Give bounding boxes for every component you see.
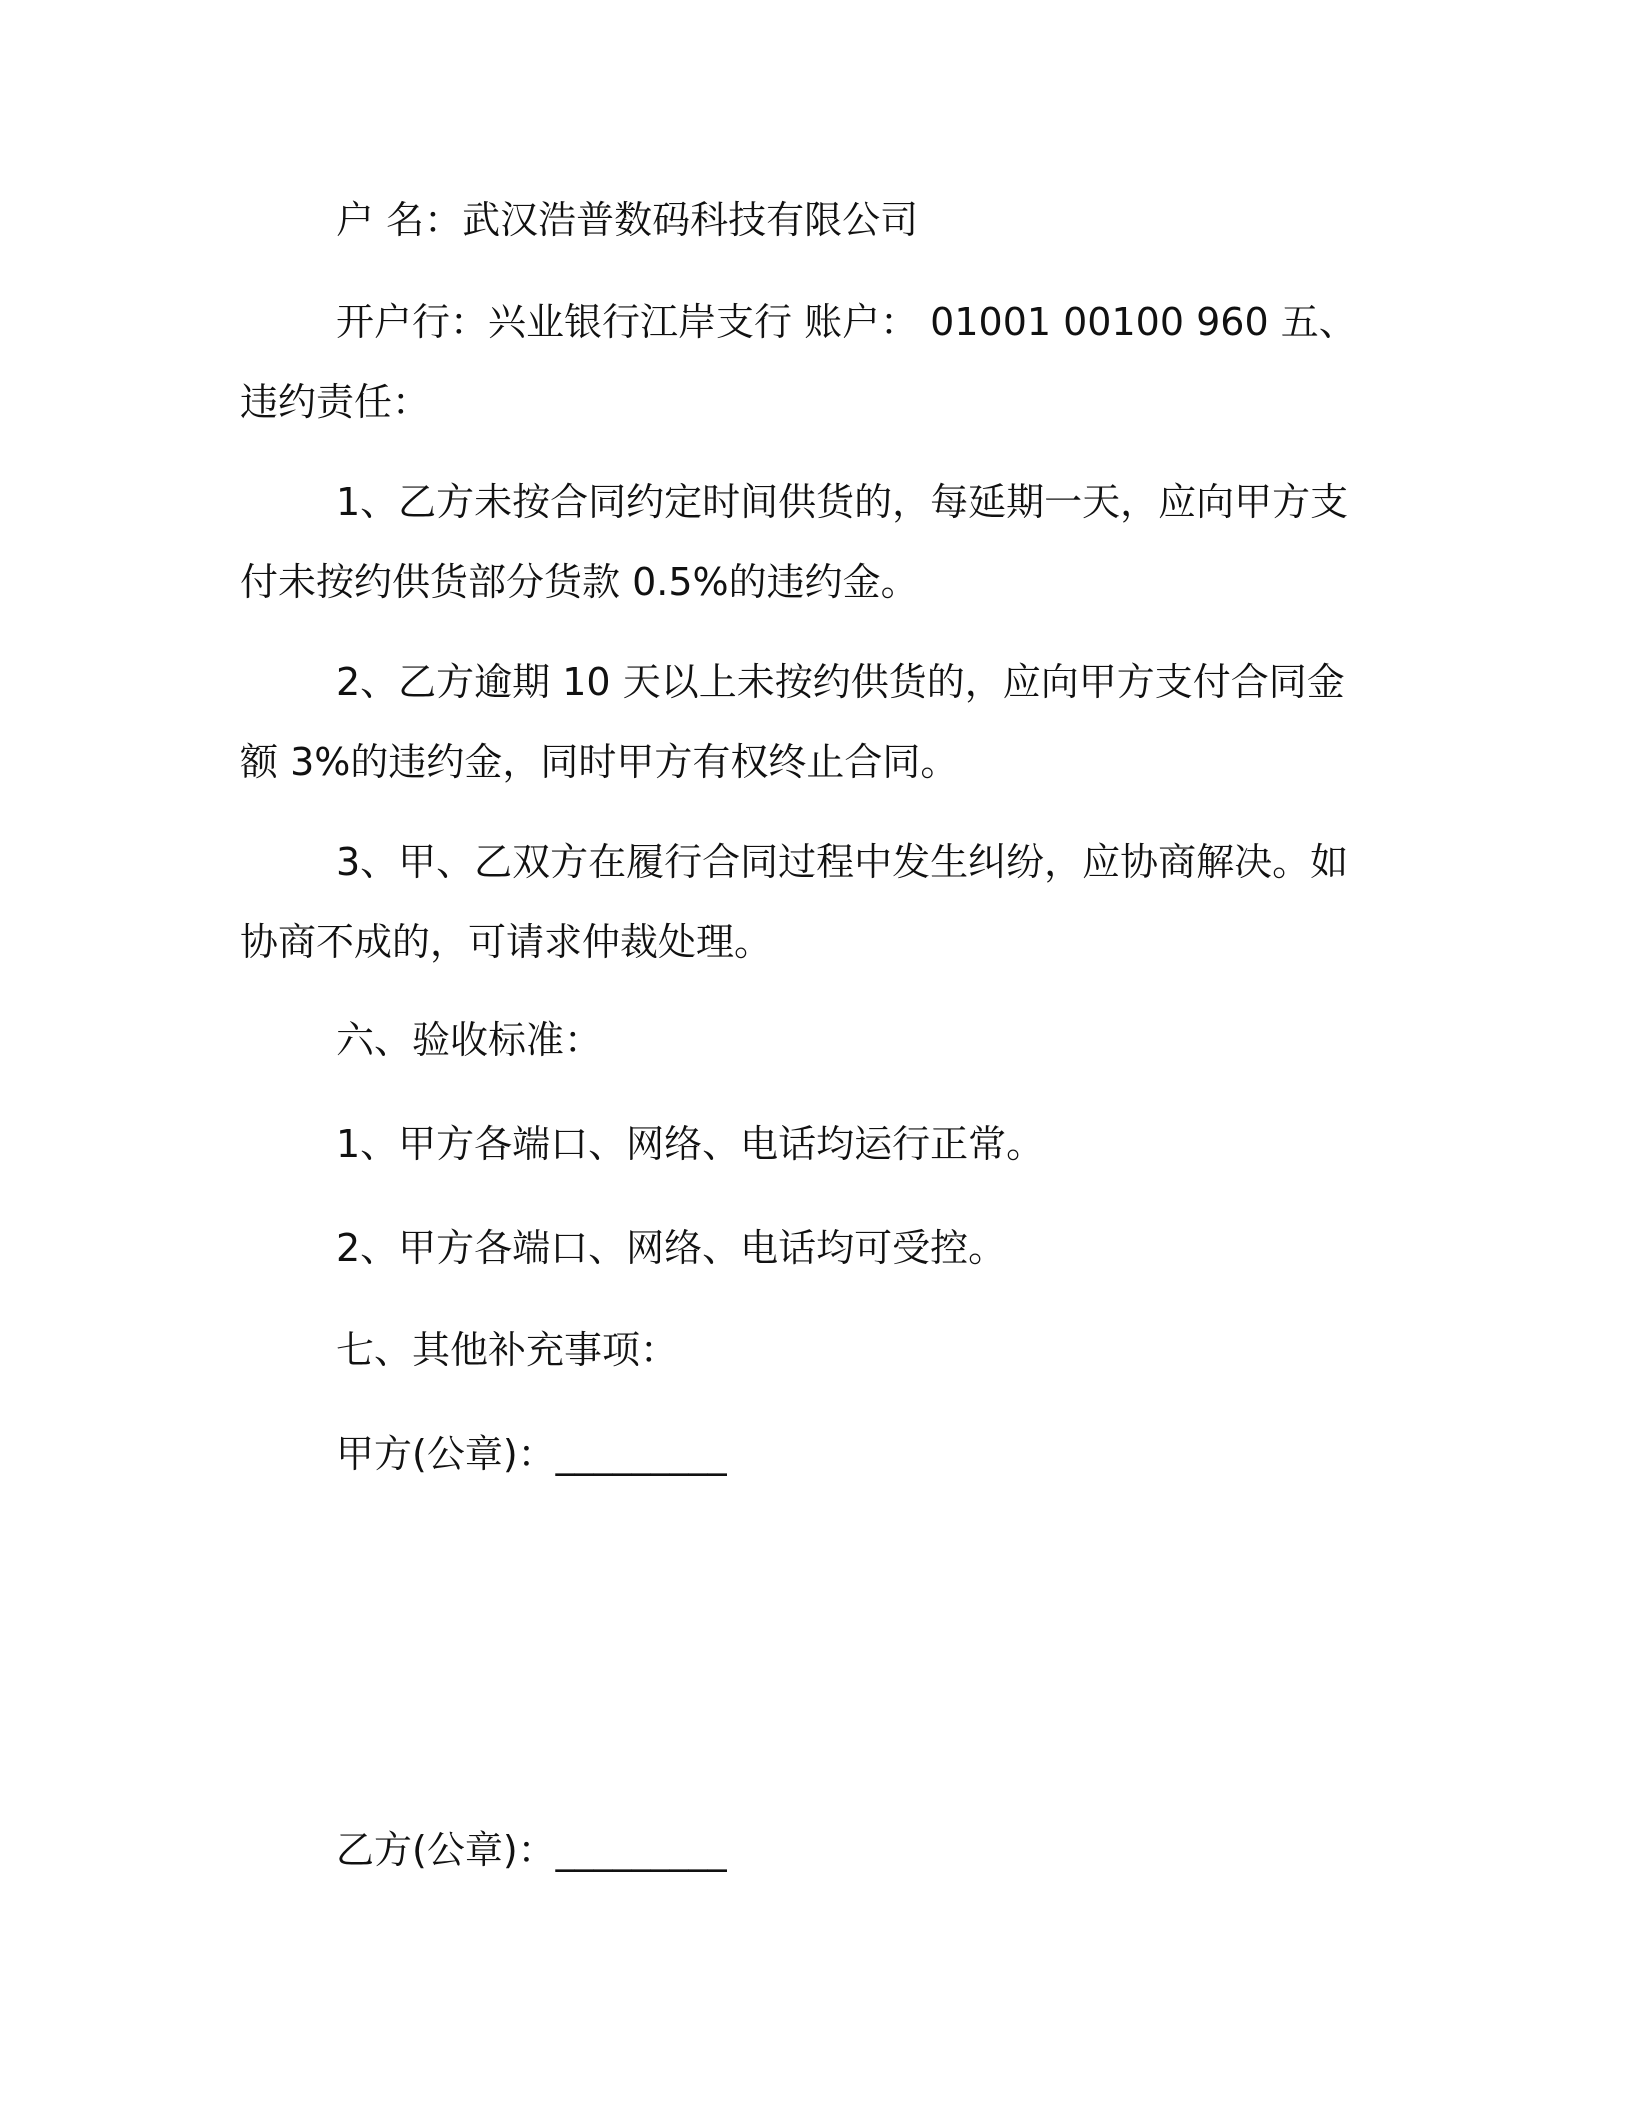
breach-item-1: 1、乙方未按合同约定时间供货的，每延期一天，应向甲方支付未按约供货部分货款 0.5%的违约金。 <box>240 480 1349 604</box>
acceptance-item-1: 1、甲方各端口、网络、电话均运行正常。 <box>336 1122 1045 1166</box>
section-six-title: 六、验收标准： <box>336 1018 603 1062</box>
breach-item-3: 3、甲、乙双方在履行合同过程中发生纠纷，应协商解决。如协商不成的，可请求仲裁处理。 <box>240 840 1349 964</box>
account-name-line: 户 名：武汉浩普数码科技有限公司 <box>336 198 919 242</box>
party-a-seal-line: 甲方(公章)：_________ <box>336 1432 727 1476</box>
breach-item-2: 2、乙方逾期 10 天以上未按约供货的，应向甲方支付合同金额 3%的违约金，同时甲方有权终止合同。 <box>240 660 1345 784</box>
section-seven-title: 七、其他补充事项： <box>336 1328 679 1372</box>
party-b-seal-line: 乙方(公章)：_________ <box>336 1828 727 1872</box>
acceptance-item-2: 2、甲方各端口、网络、电话均可受控。 <box>336 1226 1007 1270</box>
bank-account-paragraph: 开户行：兴业银行江岸支行 账户： 01001 00100 960 五、违约责任： <box>240 300 1357 424</box>
